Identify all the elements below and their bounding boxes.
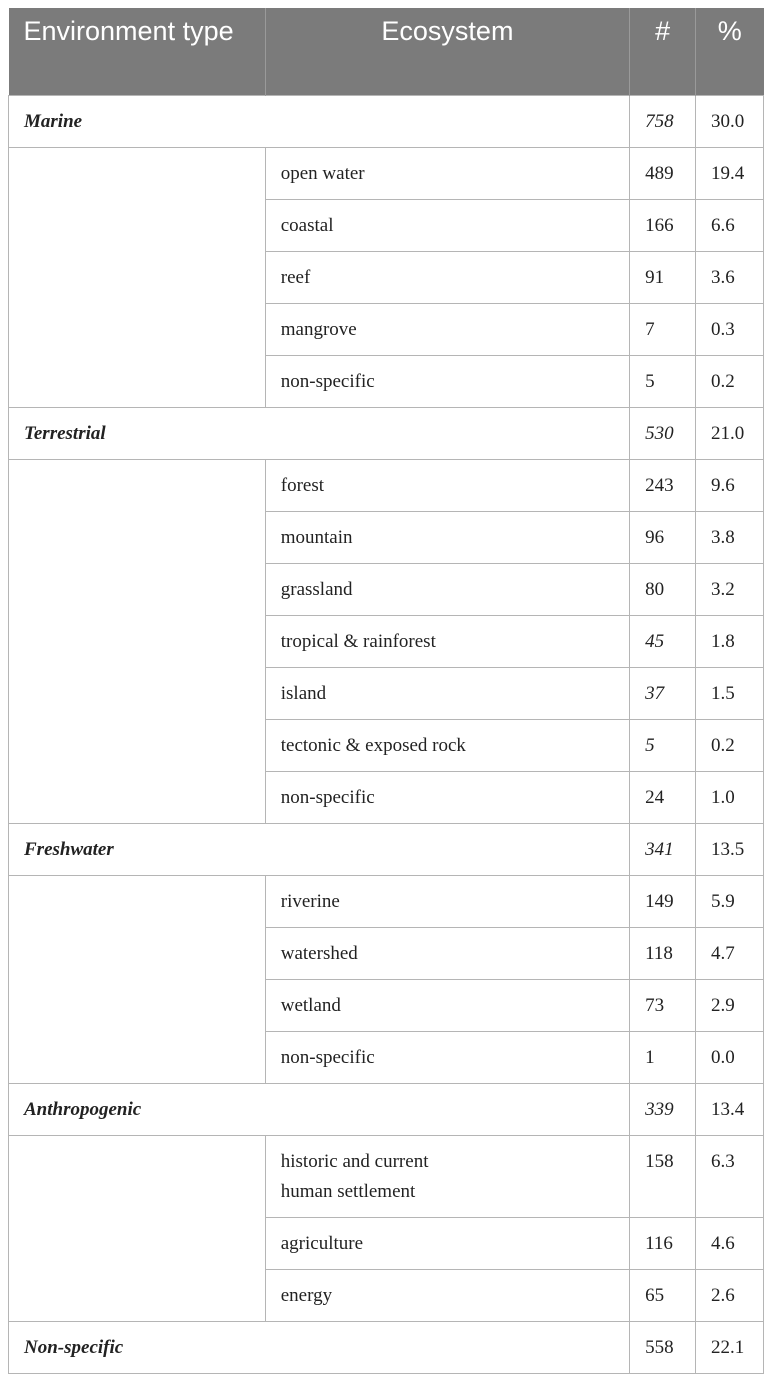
count-cell: 243: [630, 459, 696, 511]
count-cell: 116: [630, 1217, 696, 1269]
header-environment-type: Environment type: [9, 8, 266, 95]
ecosystem-cell: island: [265, 667, 629, 719]
ecosystem-cell: riverine: [265, 875, 629, 927]
ecosystem-cell: grassland: [265, 563, 629, 615]
header-count: #: [630, 8, 696, 95]
ecosystem-cell: reef: [265, 251, 629, 303]
group-row-anthropogenic: [9, 1083, 764, 1135]
count-cell: 65: [630, 1269, 696, 1321]
ecosystem-cell: non-specific: [265, 355, 629, 407]
group-name: Anthropogenic: [9, 1083, 630, 1135]
ecosystem-cell: watershed: [265, 927, 629, 979]
table-row: [9, 459, 764, 511]
count-cell: 24: [630, 771, 696, 823]
ecosystem-cell: non-specific: [265, 771, 629, 823]
count-cell: 80: [630, 563, 696, 615]
percent-cell: 0.2: [696, 355, 764, 407]
group-percent: 30.0: [696, 95, 764, 147]
count-cell: 1: [630, 1031, 696, 1083]
percent-cell: 1.5: [696, 667, 764, 719]
ecosystem-cell: energy: [265, 1269, 629, 1321]
percent-cell: 19.4: [696, 147, 764, 199]
header-row: [9, 8, 764, 95]
percent-cell: 0.2: [696, 719, 764, 771]
ecosystem-cell: forest: [265, 459, 629, 511]
table-row: [9, 147, 764, 199]
count-cell: 37: [630, 667, 696, 719]
group-row-freshwater: [9, 823, 764, 875]
count-cell: 489: [630, 147, 696, 199]
percent-cell: 2.6: [696, 1269, 764, 1321]
count-cell: 158: [630, 1135, 696, 1217]
group-name: Non-specific: [9, 1321, 630, 1373]
ecosystem-cell: [265, 1135, 629, 1217]
percent-cell: 9.6: [696, 459, 764, 511]
table-row: [9, 875, 764, 927]
group-spacer-cell: [9, 147, 266, 407]
percent-cell: 1.8: [696, 615, 764, 667]
group-count: 558: [630, 1321, 696, 1373]
count-cell: 45: [630, 615, 696, 667]
ecosystem-cell: mangrove: [265, 303, 629, 355]
group-name: Terrestrial: [9, 407, 630, 459]
percent-cell: 0.0: [696, 1031, 764, 1083]
group-percent: 13.4: [696, 1083, 764, 1135]
count-cell: 91: [630, 251, 696, 303]
count-cell: 149: [630, 875, 696, 927]
percent-cell: 5.9: [696, 875, 764, 927]
percent-cell: 3.6: [696, 251, 764, 303]
group-name: Marine: [9, 95, 630, 147]
group-count: 758: [630, 95, 696, 147]
percent-cell: 6.6: [696, 199, 764, 251]
percent-cell: 4.6: [696, 1217, 764, 1269]
percent-cell: 3.8: [696, 511, 764, 563]
ecosystem-cell: mountain: [265, 511, 629, 563]
percent-cell: 0.3: [696, 303, 764, 355]
ecosystem-cell: wetland: [265, 979, 629, 1031]
ecosystem-table: [8, 8, 764, 1374]
percent-cell: 2.9: [696, 979, 764, 1031]
header-percent: %: [696, 8, 764, 95]
ecosystem-cell: tropical & rainforest: [265, 615, 629, 667]
percent-cell: 1.0: [696, 771, 764, 823]
group-row-non-specific: [9, 1321, 764, 1373]
count-cell: 5: [630, 719, 696, 771]
count-cell: 118: [630, 927, 696, 979]
ecosystem-line-2: human settlement: [280, 1180, 416, 1202]
group-spacer-cell: [9, 875, 266, 1083]
count-cell: 96: [630, 511, 696, 563]
group-name: Freshwater: [9, 823, 630, 875]
ecosystem-cell: coastal: [265, 199, 629, 251]
group-percent: 22.1: [696, 1321, 764, 1373]
percent-cell: 6.3: [696, 1135, 764, 1217]
ecosystem-line-1: historic and current: [280, 1150, 429, 1172]
group-row-marine: [9, 95, 764, 147]
ecosystem-cell: tectonic & exposed rock: [265, 719, 629, 771]
group-spacer-cell: [9, 459, 266, 823]
group-count: 341: [630, 823, 696, 875]
table-row: [9, 1135, 764, 1217]
group-row-terrestrial: [9, 407, 764, 459]
ecosystem-cell: non-specific: [265, 1031, 629, 1083]
group-spacer-cell: [9, 1135, 266, 1321]
ecosystem-cell: agriculture: [265, 1217, 629, 1269]
header-ecosystem: Ecosystem: [265, 8, 629, 95]
group-count: 530: [630, 407, 696, 459]
count-cell: 166: [630, 199, 696, 251]
group-percent: 21.0: [696, 407, 764, 459]
ecosystem-cell: open water: [265, 147, 629, 199]
count-cell: 73: [630, 979, 696, 1031]
count-cell: 5: [630, 355, 696, 407]
percent-cell: 3.2: [696, 563, 764, 615]
group-count: 339: [630, 1083, 696, 1135]
group-percent: 13.5: [696, 823, 764, 875]
percent-cell: 4.7: [696, 927, 764, 979]
count-cell: 7: [630, 303, 696, 355]
